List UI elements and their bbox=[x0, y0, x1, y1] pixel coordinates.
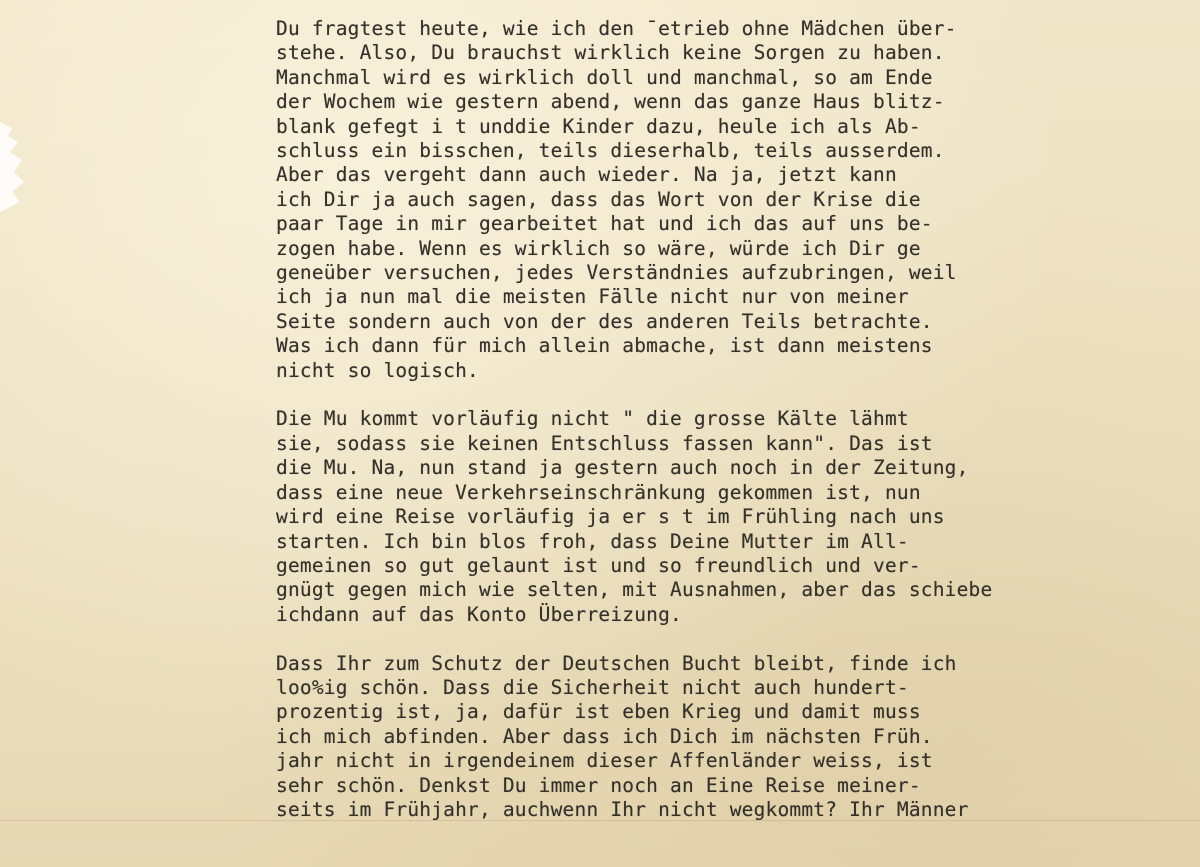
text-line: schluss ein bisschen, teils dieserhalb, teils ausserdem. bbox=[276, 139, 945, 163]
text-line: nicht so logisch. bbox=[276, 358, 479, 382]
text-line: ich ja nun mal die meisten Fälle nicht nur von meiner bbox=[276, 285, 909, 309]
text-line: loo%ig schön. Dass die Sicherheit nicht auch hundert- bbox=[276, 675, 909, 699]
paragraph-gap bbox=[276, 383, 1176, 407]
text-line: ichdann auf das Konto Überreizung. bbox=[276, 602, 682, 626]
paragraph-3 bbox=[276, 652, 1176, 823]
text-line: gemeinen so gut gelaunt ist und so freundlich und ver- bbox=[276, 553, 921, 577]
text-line: geneüber versuchen, jedes Verständnies aufzubringen, weil bbox=[276, 261, 957, 285]
text-line: sie, sodass sie keinen Entschluss fassen kann". Das ist bbox=[276, 431, 933, 455]
text-line: starten. Ich bin blos froh, dass Deine Mutter im All- bbox=[276, 529, 909, 553]
typed-letter-text bbox=[276, 17, 1176, 822]
text-line: zogen habe. Wenn es wirklich so wäre, würde ich Dir ge bbox=[276, 236, 921, 260]
paragraph-2 bbox=[276, 407, 1176, 627]
paragraph-gap bbox=[276, 627, 1176, 651]
text-line: Seite sondern auch von der des anderen Teils betrachte. bbox=[276, 309, 933, 333]
text-line: prozentig ist, ja, dafür ist eben Krieg und damit muss bbox=[276, 700, 921, 724]
paragraph-1 bbox=[276, 17, 1176, 383]
text-line: Was ich dann für mich allein abmache, ist dann meistens bbox=[276, 334, 933, 358]
text-line: wird eine Reise vorläufig ja er s t im Frühling nach uns bbox=[276, 505, 945, 529]
text-line: ich Dir ja auch sagen, dass das Wort von der Krise die bbox=[276, 187, 921, 211]
text-line: jahr nicht in irgendeinem dieser Affenländer weiss, ist bbox=[276, 749, 933, 773]
text-line: ich mich abfinden. Aber dass ich Dich im nächsten Früh. bbox=[276, 724, 933, 748]
text-line: Die Mu kommt vorläufig nicht " die grosse Kälte lähmt bbox=[276, 407, 909, 431]
text-line: stehe. Also, Du brauchst wirklich keine Sorgen zu haben. bbox=[276, 41, 945, 65]
text-line: Dass Ihr zum Schutz der Deutschen Bucht bleibt, finde ich bbox=[276, 651, 957, 675]
text-line: dass eine neue Verkehrseinschränkung gekommen ist, nun bbox=[276, 480, 921, 504]
text-line: sehr schön. Denkst Du immer noch an Eine Reise meiner- bbox=[276, 773, 921, 797]
text-line: Manchmal wird es wirklich doll und manchmal, so am Ende bbox=[276, 65, 933, 89]
text-line: Du fragtest heute, wie ich den ˉetrieb ohne Mädchen über- bbox=[276, 17, 957, 40]
text-line: gnügt gegen mich wie selten, mit Ausnahmen, aber das schiebe bbox=[276, 578, 993, 602]
text-line: paar Tage in mir gearbeitet hat und ich das auf uns be- bbox=[276, 212, 933, 236]
text-line: Aber das vergeht dann auch wieder. Na ja, jetzt kann bbox=[276, 163, 897, 187]
text-line: blank gefegt i t unddie Kinder dazu, heule ich als Ab- bbox=[276, 114, 921, 138]
torn-edge-damage bbox=[0, 122, 30, 212]
text-line: seits im Frühjahr, auchwenn Ihr nicht wegkommt? Ihr Männer bbox=[276, 797, 969, 821]
text-line: die Mu. Na, nun stand ja gestern auch noch in der Zeitung, bbox=[276, 456, 969, 480]
text-line: der Wochem wie gestern abend, wenn das ganze Haus blitz- bbox=[276, 90, 945, 114]
